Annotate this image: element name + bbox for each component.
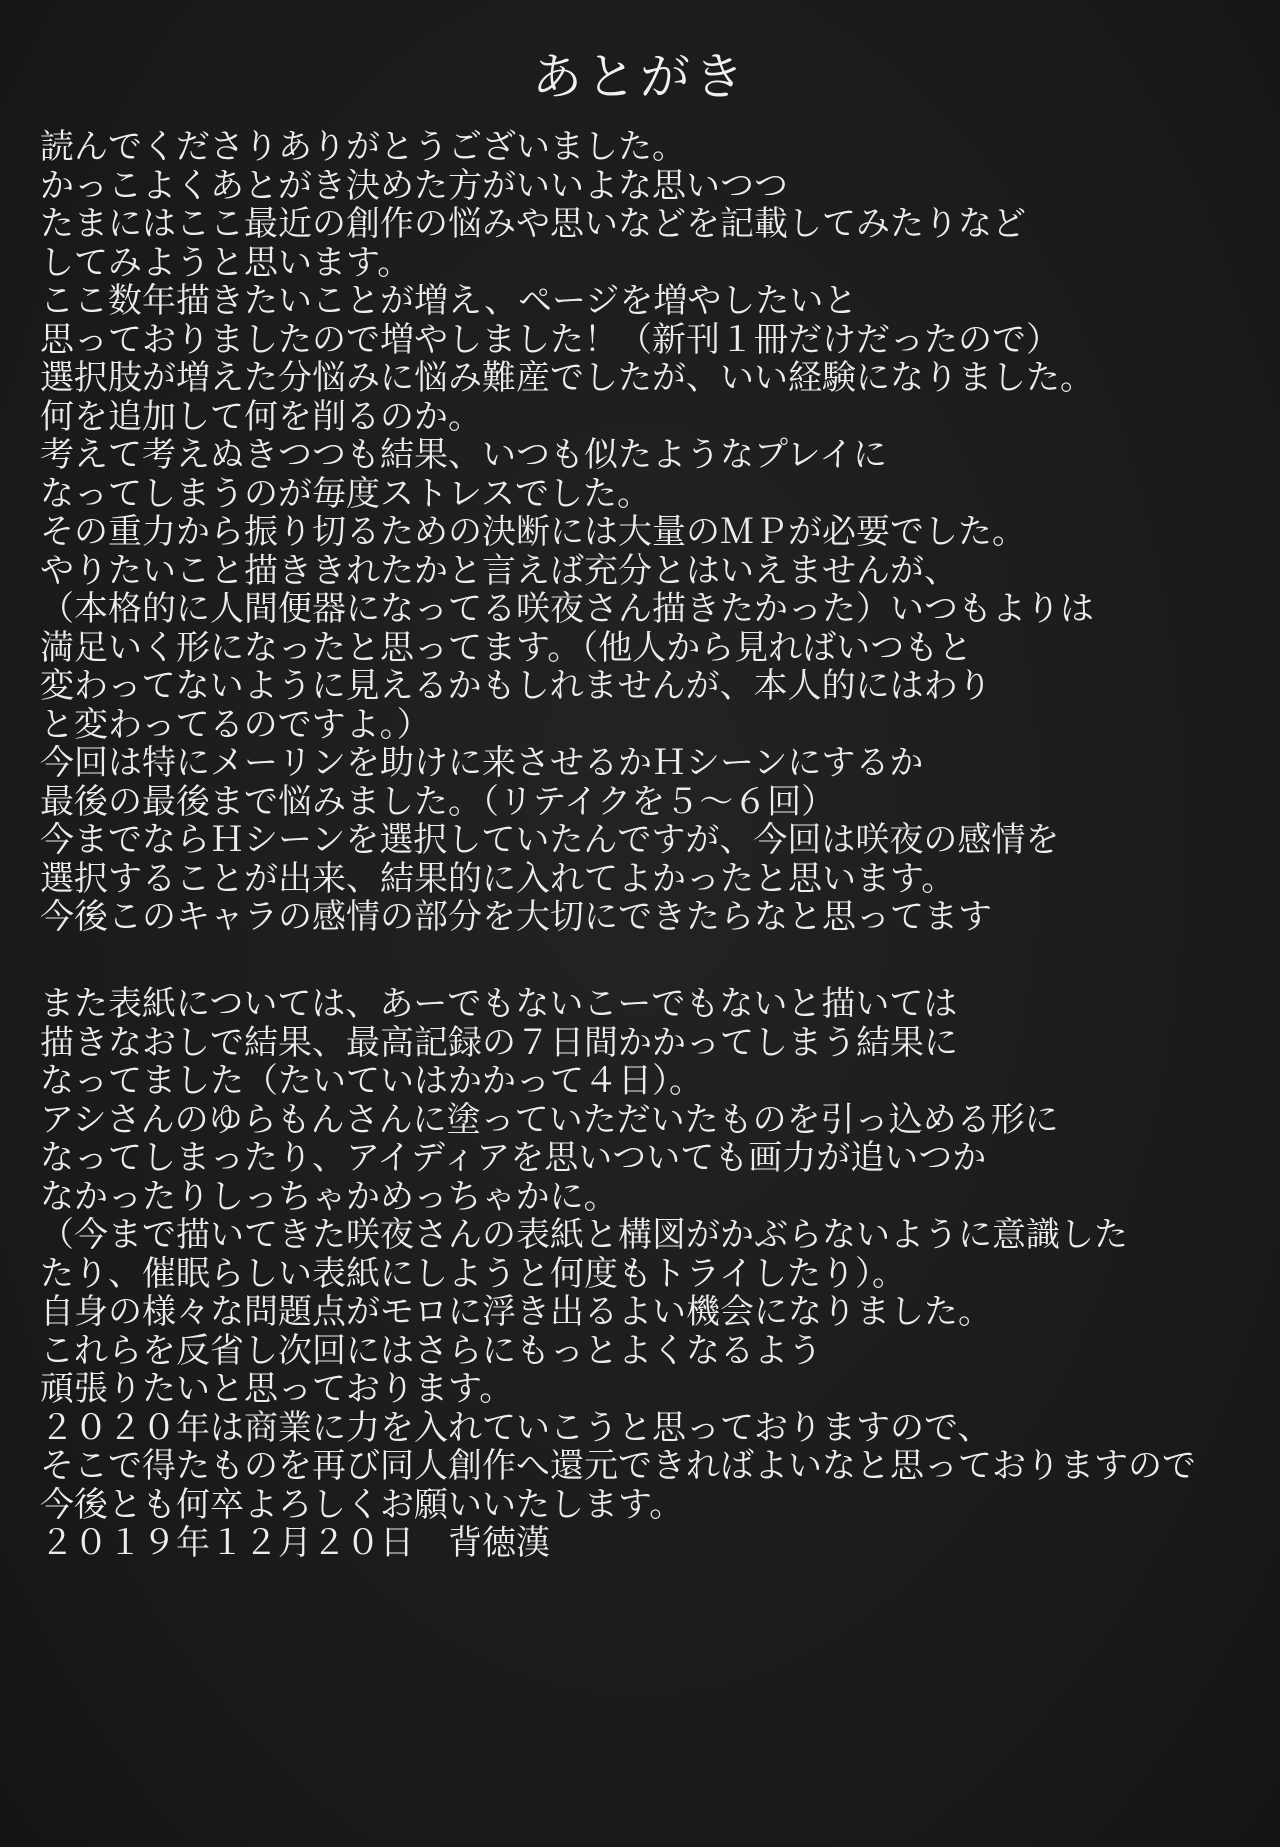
text-line: 最後の最後まで悩みました。（リテイクを５～６回）	[40, 781, 836, 822]
text-line: かっこよくあとがき決めた方がいいよな思いつつ	[40, 165, 788, 206]
text-line: 描きなおしで結果、最高記録の７日間かかってしまう結果に	[40, 1022, 958, 1063]
text-line: これらを反省し次回にはさらにもっとよくなるよう	[40, 1330, 822, 1371]
text-line: アシさんのゆらもんさんに塗っていただいたものを引っ込める形に	[40, 1099, 1059, 1140]
text-line: ここ数年描きたいことが増え、ページを増やしたいと	[40, 281, 858, 321]
text-line: と変わってるのですよ。）	[40, 704, 431, 745]
text-line: 何を追加して何を削るのか。	[40, 396, 482, 437]
text-line: その重力から振り切るための決断には大量のＭＰが必要でした。	[40, 512, 1026, 552]
paragraph-1	[40, 128, 1240, 937]
text-line: なかったりしっちゃかめっちゃかに。	[40, 1176, 618, 1217]
paragraph-break	[40, 937, 1240, 976]
text-line: 今までならＨシーンを選択していたんですが、今回は咲夜の感情を	[40, 820, 1060, 860]
afterword-body	[40, 128, 1240, 1563]
text-line: たり、催眠らしい表紙にしようと何度もトライしたり）。	[40, 1253, 906, 1294]
text-line: 変わってないように見えるかもしれませんが、本人的にはわり	[40, 666, 992, 706]
text-line: 選択肢が増えた分悩みに悩み難産でしたが、いい経験になりました。	[40, 358, 1094, 398]
text-line: やりたいこと描ききれたかと言えば充分とはいえませんが、	[40, 550, 958, 591]
text-line: 読んでくださりありがとうございました。	[40, 127, 686, 167]
text-line: 今回は特にメーリンを助けに来させるかＨシーンにするか	[40, 743, 924, 783]
text-line: （本格的に人間便器になってる咲夜さん描きたかった）いつもよりは	[40, 589, 1094, 629]
paragraph-2	[40, 985, 1240, 1563]
text-line: なってました（たいていはかかって４日）。	[40, 1061, 703, 1101]
text-line: そこで得たものを再び同人創作へ還元できればよいなと思っておりますので	[40, 1446, 1196, 1486]
text-line: 頑張りたいと思っております。	[40, 1369, 514, 1409]
text-line: 思っておりましたので増やしました！（新刊１冊だけだったので）	[40, 319, 1060, 360]
text-line: 選択することが出来、結果的に入れてよかったと思います。	[40, 858, 956, 899]
page-title: あとがき	[532, 48, 748, 106]
text-line: 自身の様々な問題点がモロに浮き出るよい機会になりました。	[40, 1292, 992, 1332]
text-line: 満足いく形になったと思ってます。（他人から見ればいつもと	[40, 627, 973, 668]
text-line: なってしまったり、アイディアを思いついても画力が追いつか	[40, 1138, 987, 1178]
text-line: 考えて考えぬきつつも結果、いつも似たようなプレイに	[40, 435, 887, 475]
text-line: また表紙については、あーでもないこーでもないと描いては	[40, 984, 958, 1024]
text-line: （今まで描いてきた咲夜さんの表紙と構図がかぶらないように意識した	[40, 1215, 1128, 1255]
text-line: たまにはここ最近の創作の悩みや思いなどを記載してみたりなど	[40, 204, 1026, 244]
text-line: ２０１９年１２月２０日 背徳漢	[40, 1523, 550, 1563]
text-line: してみようと思います。	[40, 242, 412, 283]
text-line: ２０２０年は商業に力を入れていこうと思っておりますので、	[40, 1407, 992, 1448]
text-line: 今後このキャラの感情の部分を大切にできたらなと思ってます	[40, 897, 992, 937]
text-line: 今後とも何卒よろしくお願いいたします。	[40, 1484, 684, 1525]
text-line: なってしまうのが毎度ストレスでした。	[40, 473, 651, 514]
